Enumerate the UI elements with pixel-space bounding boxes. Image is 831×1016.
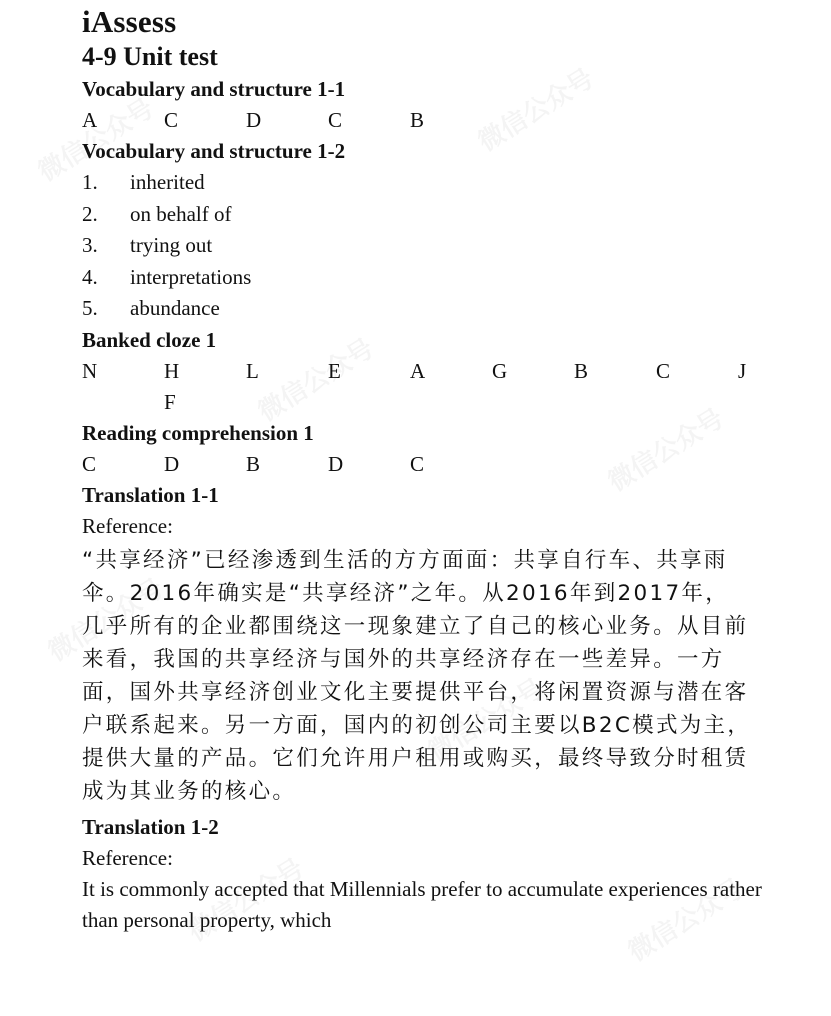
- item-text: interpretations: [130, 264, 252, 289]
- item-number: 1.: [82, 170, 98, 194]
- answer: B: [410, 108, 425, 132]
- answer: D: [246, 108, 262, 132]
- list-item: [82, 230, 772, 262]
- translation-1-2-text: It is commonly accepted that Millennials prefer to accumulate experiences rather than personal property, which: [82, 876, 762, 932]
- list-item: [82, 293, 772, 325]
- section-heading-reading-comprehension: Reading comprehension 1: [82, 420, 314, 445]
- section-heading-vocab-1-1: Vocabulary and structure 1-1: [82, 77, 346, 101]
- item-text: abundance: [130, 296, 220, 320]
- list-item: [82, 167, 772, 199]
- answer: N: [82, 358, 98, 383]
- item-text: trying out: [130, 233, 213, 257]
- answer: A: [82, 108, 98, 132]
- translation-1-1-text: “共享经济”已经渗透到生活的方方面面：共享自行车、共享雨伞。2016年确实是“共享经济”之年。从2016年到2017年，几乎所有的企业都围绕这一现象建立了自己的核心业务。从目前来看，我国的共享经济与国外的共享经济存在一些差异。一方面，国外共享经济创业文化主要提供平台，将闲置资源与潜在客户联系起来。另一方面，国内的初创公司主要以B2C模式为主，提供大量的产品。它们允许用户租用或购买，最终导致分时租赁成为其业务的核心。: [82, 547, 752, 804]
- answer: A: [410, 358, 426, 383]
- item-text: inherited: [130, 170, 205, 194]
- answer: B: [574, 358, 589, 383]
- answer: D: [328, 451, 344, 476]
- item-number: 3.: [82, 233, 98, 257]
- answer: F: [164, 389, 176, 414]
- section-heading-translation-1-2: Translation 1-2: [82, 814, 219, 839]
- reference-label: Reference:: [82, 845, 173, 870]
- answer: B: [246, 451, 261, 476]
- reference-label: Reference:: [82, 513, 173, 538]
- section-heading-vocab-1-2: Vocabulary and structure 1-2: [82, 139, 346, 163]
- item-number: 5.: [82, 296, 98, 320]
- answer: E: [328, 358, 341, 383]
- answer: C: [328, 108, 343, 132]
- answer: C: [164, 108, 179, 132]
- item-text: on behalf of: [130, 201, 232, 226]
- answer: H: [164, 358, 180, 383]
- answer-key-document: [82, 0, 772, 936]
- document-subtitle: 4-9 Unit test: [82, 42, 218, 71]
- item-number: 4.: [82, 264, 98, 289]
- answer: C: [410, 451, 425, 476]
- vocab-1-1-answers: [82, 105, 772, 136]
- list-item: [82, 199, 772, 231]
- vocab-1-2-list: [82, 167, 772, 325]
- list-item: [82, 262, 772, 294]
- answer: C: [656, 358, 671, 383]
- answer: D: [164, 451, 180, 476]
- document-title: iAssess: [82, 4, 177, 39]
- answer: J: [738, 358, 747, 383]
- answer: C: [82, 451, 97, 476]
- answer: G: [492, 358, 508, 383]
- answer: L: [246, 358, 259, 383]
- banked-cloze-answers: [82, 356, 772, 418]
- reading-comprehension-answers: [82, 449, 772, 480]
- item-number: 2.: [82, 201, 98, 226]
- section-heading-translation-1-1: Translation 1-1: [82, 482, 219, 507]
- section-heading-banked-cloze: Banked cloze 1: [82, 327, 217, 352]
